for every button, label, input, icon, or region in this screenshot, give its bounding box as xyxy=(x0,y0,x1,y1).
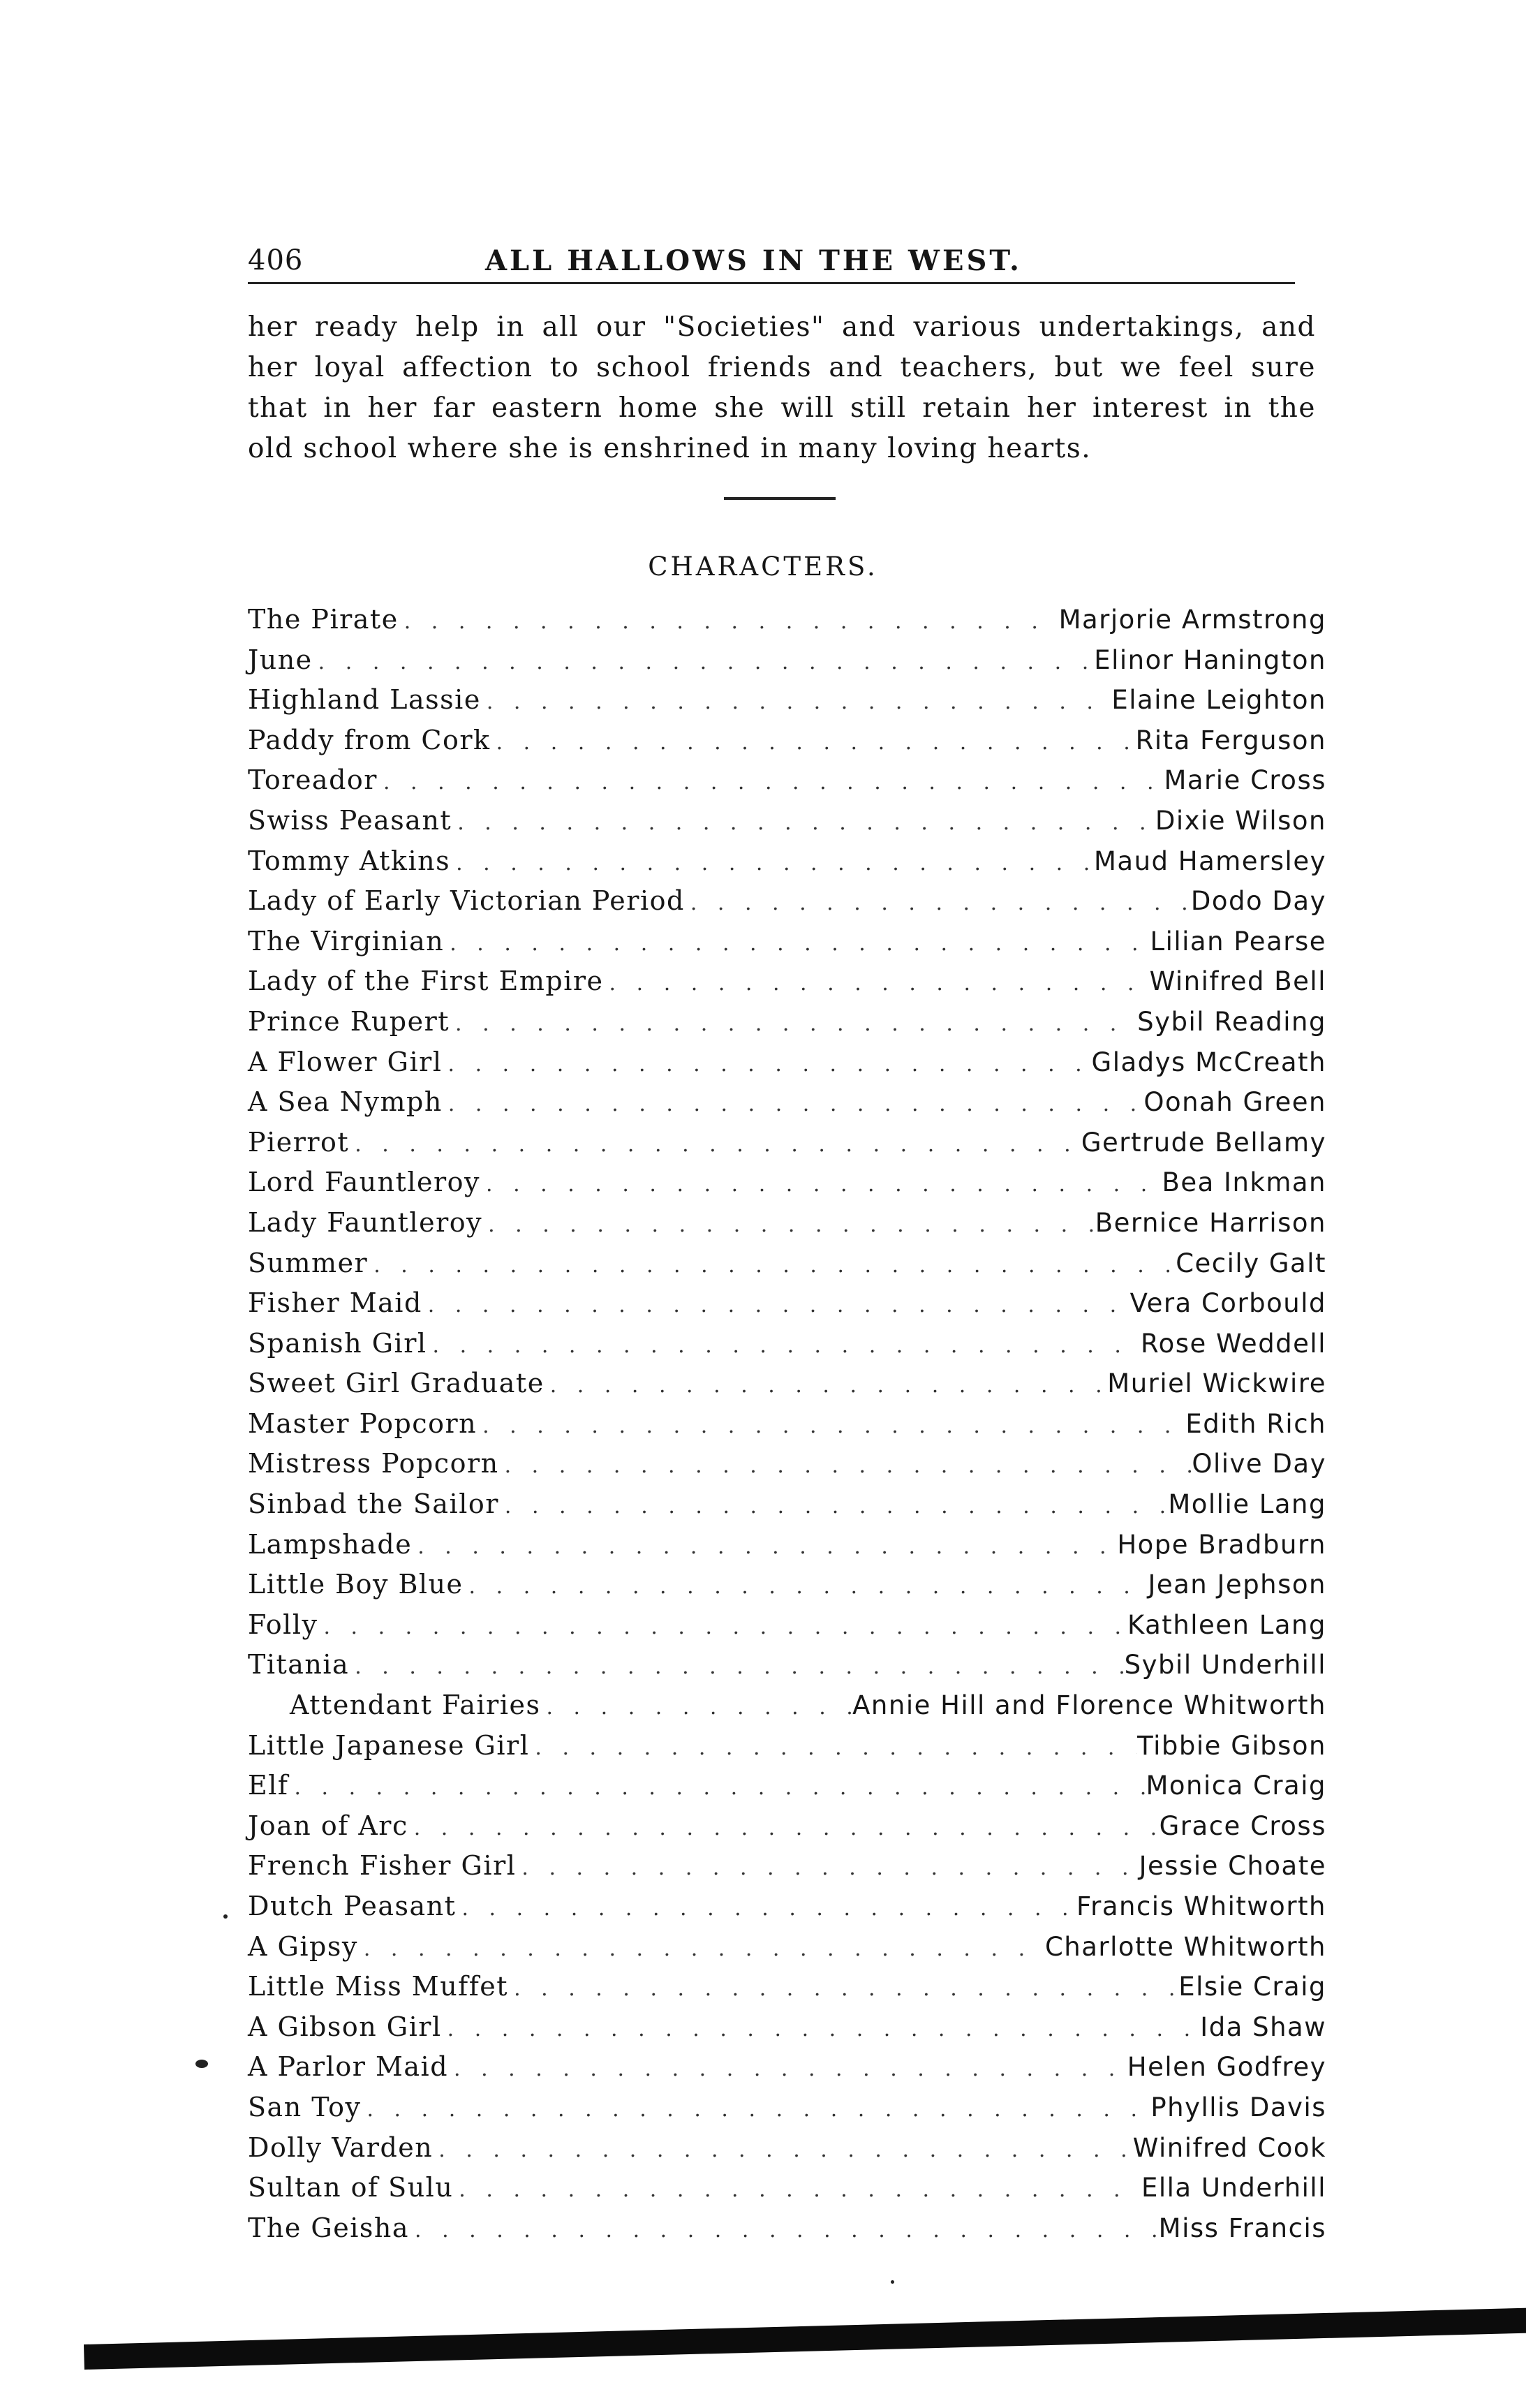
dot-leader xyxy=(508,1977,1178,2001)
page-number: 406 xyxy=(248,244,304,276)
dot-leader xyxy=(491,730,1136,755)
dot-leader xyxy=(481,690,1112,714)
dot-leader xyxy=(409,2218,1159,2243)
actor-name: Oonah Green xyxy=(1143,1087,1326,1118)
intro-line: her ready help in all our "Societies" and various undertakings, and xyxy=(248,311,1316,343)
actor-name: Sybil Reading xyxy=(1137,1006,1326,1037)
cast-row xyxy=(248,1891,1326,1931)
character-name: Elf xyxy=(248,1770,289,1801)
dot-leader xyxy=(499,1454,1192,1478)
cast-row xyxy=(248,2011,1326,2052)
character-name: Titania xyxy=(248,1649,350,1681)
actor-name: Vera Corbould xyxy=(1129,1288,1326,1319)
actor-name: Gladys McCreath xyxy=(1091,1047,1326,1077)
dot-leader xyxy=(464,1574,1148,1599)
cast-row xyxy=(248,1368,1326,1408)
cast-row xyxy=(248,684,1326,725)
character-name: Little Boy Blue xyxy=(248,1569,464,1600)
dot-leader xyxy=(482,1213,1095,1237)
character-name: A Sea Nymph xyxy=(248,1086,443,1118)
dot-leader xyxy=(318,1615,1127,1639)
actor-name: Monica Craig xyxy=(1146,1771,1326,1801)
intro-line: old school where she is enshrined in many loving hearts. xyxy=(248,433,1092,464)
cast-row xyxy=(248,1529,1326,1569)
cast-row xyxy=(248,1850,1326,1891)
dot-leader xyxy=(361,2097,1150,2122)
dot-leader xyxy=(368,1253,1176,1278)
character-name: Fisher Maid xyxy=(248,1287,422,1319)
dot-leader xyxy=(313,650,1095,674)
character-name: Prince Rupert xyxy=(248,1005,450,1037)
margin-dot xyxy=(891,2280,894,2284)
actor-name: Ella Underhill xyxy=(1141,2173,1326,2203)
character-name: Toreador xyxy=(248,764,378,796)
dot-leader xyxy=(378,770,1164,795)
cast-row xyxy=(248,1609,1326,1650)
actor-name: Maud Hamersley xyxy=(1093,845,1326,876)
actor-name: Muriel Wickwire xyxy=(1107,1368,1326,1399)
character-name: Pierrot xyxy=(248,1126,350,1158)
cast-row xyxy=(248,1569,1326,1609)
actor-name: Winifred Cook xyxy=(1132,2132,1326,2163)
intro-line: that in her far eastern home she will still retain her interest in the xyxy=(248,392,1316,424)
header-rule xyxy=(248,282,1295,284)
cast-row xyxy=(248,1810,1326,1851)
actor-name: Marie Cross xyxy=(1164,765,1326,796)
cast-row xyxy=(248,1730,1326,1771)
actor-name: Francis Whitworth xyxy=(1076,1891,1326,1921)
actor-name: Phyllis Davis xyxy=(1150,2092,1326,2122)
actor-name: Bernice Harrison xyxy=(1095,1207,1326,1238)
cast-row xyxy=(248,2213,1326,2253)
cast-row xyxy=(248,2132,1326,2173)
character-name: The Virginian xyxy=(248,925,445,956)
character-name: Sweet Girl Graduate xyxy=(248,1368,545,1399)
cast-row xyxy=(248,1086,1326,1127)
character-name: Little Miss Muffet xyxy=(248,1971,509,2002)
running-title: ALL HALLOWS IN THE WEST. xyxy=(485,244,1022,277)
actor-name: Jean Jephson xyxy=(1148,1569,1326,1600)
character-name: A Gibson Girl xyxy=(248,2011,442,2042)
dot-leader xyxy=(456,1896,1076,1921)
character-name: Lady of the First Empire xyxy=(248,966,604,997)
actor-name: Olive Day xyxy=(1192,1449,1326,1479)
character-name: June xyxy=(248,644,313,675)
actor-name: Dodo Day xyxy=(1190,886,1326,917)
cast-row xyxy=(248,644,1326,685)
dot-leader xyxy=(349,1132,1081,1157)
cast-row xyxy=(248,1248,1326,1288)
character-name: Master Popcorn xyxy=(248,1408,477,1439)
section-divider xyxy=(724,497,836,500)
character-name: Paddy from Cork xyxy=(248,724,491,755)
running-head xyxy=(248,244,1295,279)
actor-name: Cecily Galt xyxy=(1176,1248,1326,1278)
dot-leader xyxy=(443,1052,1092,1077)
dot-leader xyxy=(443,1092,1144,1116)
character-name: Lady Fauntleroy xyxy=(248,1206,483,1238)
cast-row xyxy=(248,1047,1326,1087)
actor-name: Marjorie Armstrong xyxy=(1058,605,1326,635)
actor-name: Rose Weddell xyxy=(1141,1328,1326,1359)
margin-blot xyxy=(195,2060,208,2068)
cast-row xyxy=(248,1931,1326,1972)
cast-row xyxy=(248,2051,1326,2092)
dot-leader xyxy=(545,1373,1108,1398)
dot-leader xyxy=(450,851,1094,876)
cast-row xyxy=(248,1770,1326,1810)
character-name: Joan of Arc xyxy=(248,1810,408,1841)
intro-paragraph xyxy=(248,307,1316,469)
intro-line: her loyal affection to school friends and teachers, but we feel sure xyxy=(248,352,1316,383)
cast-row xyxy=(248,1448,1326,1489)
cast-row xyxy=(248,1971,1326,2011)
actor-name: Elinor Hanington xyxy=(1094,644,1326,675)
character-name: Sultan of Sulu xyxy=(248,2172,454,2203)
dot-leader xyxy=(427,1334,1141,1358)
dot-leader xyxy=(529,1736,1137,1760)
actor-name: Winifred Bell xyxy=(1149,966,1326,997)
actor-name: Helen Godfrey xyxy=(1127,2052,1326,2083)
actor-name: Hope Bradburn xyxy=(1117,1529,1326,1560)
actor-name: Miss Francis xyxy=(1158,2213,1326,2243)
cast-row xyxy=(248,2172,1326,2213)
cast-row xyxy=(248,1328,1326,1368)
character-name: Little Japanese Girl xyxy=(248,1729,530,1761)
dot-leader xyxy=(477,1414,1185,1438)
cast-row xyxy=(248,604,1326,644)
cast-row xyxy=(248,2092,1326,2132)
character-name: Spanish Girl xyxy=(248,1327,427,1359)
cast-row xyxy=(248,845,1326,886)
dot-leader xyxy=(685,891,1191,915)
character-name: Folly xyxy=(248,1609,318,1640)
actor-name: Elaine Leighton xyxy=(1111,685,1326,716)
actor-name: Lilian Pearse xyxy=(1150,926,1326,956)
dot-leader xyxy=(399,610,1059,634)
cast-row xyxy=(248,1167,1326,1207)
dot-leader xyxy=(499,1494,1168,1519)
actor-name: Elsie Craig xyxy=(1178,1972,1326,2002)
character-name: Tommy Atkins xyxy=(248,845,451,876)
cast-row xyxy=(248,725,1326,765)
cast-row xyxy=(248,1690,1326,1730)
margin-dot xyxy=(223,1914,228,1919)
dot-leader xyxy=(444,931,1150,956)
actor-name: Charlotte Whitworth xyxy=(1044,1931,1326,1962)
character-name: A Parlor Maid xyxy=(248,2051,449,2083)
cast-row xyxy=(248,926,1326,966)
dot-leader xyxy=(516,1856,1139,1880)
actor-name: Mollie Lang xyxy=(1168,1489,1326,1520)
dot-leader xyxy=(604,971,1150,996)
dot-leader xyxy=(433,2138,1132,2162)
actor-name: Jessie Choate xyxy=(1139,1851,1326,1882)
actor-name: Bea Inkman xyxy=(1162,1167,1326,1198)
cast-row xyxy=(248,764,1326,805)
cast-row xyxy=(248,1006,1326,1047)
dot-leader xyxy=(358,1937,1045,1961)
actor-name: Dixie Wilson xyxy=(1155,805,1326,836)
actor-name: Kathleen Lang xyxy=(1127,1609,1326,1640)
dot-leader xyxy=(349,1655,1124,1679)
character-name: The Geisha xyxy=(248,2212,410,2243)
cast-row xyxy=(248,1207,1326,1248)
dot-leader xyxy=(448,2057,1127,2081)
character-name: Lampshade xyxy=(248,1528,413,1560)
actor-name: Ida Shaw xyxy=(1200,2011,1326,2042)
character-name: Attendant Fairies xyxy=(290,1690,541,1721)
character-name: Dutch Peasant xyxy=(248,1891,457,1921)
section-heading: CHARACTERS. xyxy=(648,552,878,582)
dot-leader xyxy=(450,1012,1137,1036)
actor-name: Gertrude Bellamy xyxy=(1081,1127,1326,1158)
dot-leader xyxy=(452,811,1155,835)
actor-name: Rita Ferguson xyxy=(1135,725,1326,755)
character-name: Lord Fauntleroy xyxy=(248,1167,480,1198)
character-name: San Toy xyxy=(248,2091,362,2122)
character-name: Dolly Varden xyxy=(248,2132,434,2163)
actor-name: Grace Cross xyxy=(1159,1810,1326,1841)
character-name: Lady of Early Victorian Period xyxy=(248,885,685,917)
cast-row xyxy=(248,1649,1326,1690)
cast-row xyxy=(248,1408,1326,1449)
page-edge-shadow xyxy=(84,2307,1526,2370)
character-name: Summer xyxy=(248,1247,369,1278)
actor-name: Sybil Underhill xyxy=(1124,1650,1326,1681)
cast-row xyxy=(248,885,1326,926)
character-name: The Pirate xyxy=(248,604,399,635)
cast-list xyxy=(248,604,1326,2252)
cast-row xyxy=(248,1287,1326,1328)
cast-row xyxy=(248,1489,1326,1529)
character-name: A Gipsy xyxy=(248,1930,358,1962)
character-name: Mistress Popcorn xyxy=(248,1448,499,1479)
dot-leader xyxy=(480,1172,1162,1197)
character-name: Swiss Peasant xyxy=(248,804,452,836)
character-name: French Fisher Girl xyxy=(248,1850,517,1882)
dot-leader xyxy=(422,1293,1130,1317)
dot-leader xyxy=(453,2178,1141,2202)
character-name: Sinbad the Sailor xyxy=(248,1489,499,1520)
actor-name: Annie Hill and Florence Whitworth xyxy=(852,1690,1326,1721)
actor-name: Edith Rich xyxy=(1185,1408,1326,1439)
dot-leader xyxy=(442,2017,1201,2041)
cast-row xyxy=(248,966,1326,1006)
dot-leader xyxy=(540,1695,852,1720)
dot-leader xyxy=(408,1816,1160,1840)
dot-leader xyxy=(412,1535,1117,1559)
character-name: A Flower Girl xyxy=(248,1046,443,1077)
cast-row xyxy=(248,805,1326,845)
character-name: Highland Lassie xyxy=(248,684,481,716)
actor-name: Tibbie Gibson xyxy=(1137,1730,1326,1761)
cast-row xyxy=(248,1127,1326,1167)
dot-leader xyxy=(288,1775,1146,1800)
